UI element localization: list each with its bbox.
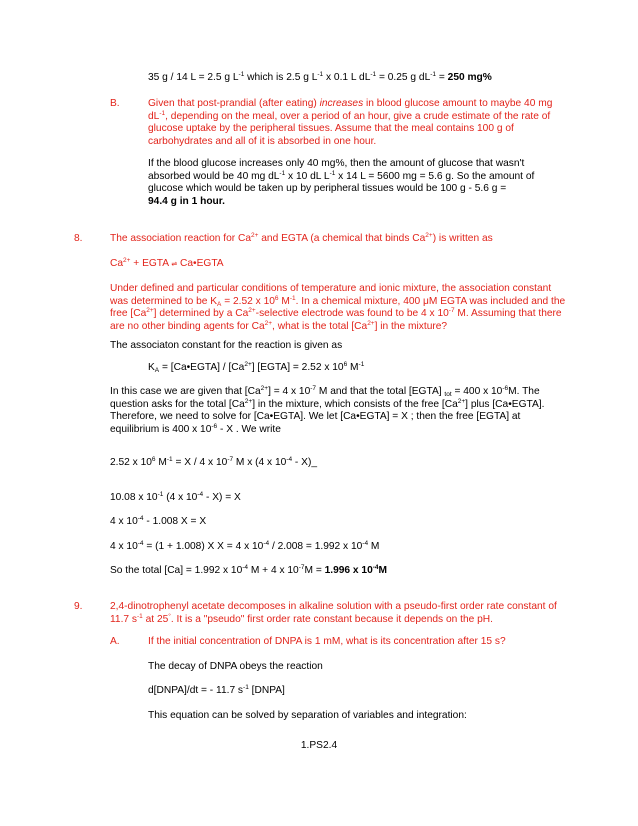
question-8-intro: The association reaction for $Ca^{2+}$ and EGTA (a chemical that binds $Ca^{2+}$) is written as xyxy=(110,232,493,244)
item-9a-question: If the initial concentration of DNPA is 1 mM, what is its concentration after 15 s? xyxy=(148,636,506,647)
solve-intro: This equation can be solved by separation of variables and integration: xyxy=(148,710,467,721)
question-9-intro: 2,4-dinotrophenyl acetate decomposes in alkaline solution with a pseudo-first order rate constant of 11.7 $s^{-1}$ at 25°. It is a "pseudo" first order rate constant because it depends on the pH. xyxy=(110,601,557,625)
association-constant-intro: The associaton constant for the reaction is given as xyxy=(110,340,343,351)
rate-equation: d[DNPA]/dt = - 11.7 $s^{-1}$ [DNPA] xyxy=(148,684,285,696)
item-9a-label: A. xyxy=(110,636,120,647)
question-9-number: 9. xyxy=(74,601,83,612)
decay-intro: The decay of DNPA obeys the reaction xyxy=(148,661,323,672)
equation-step-4: 4 x $10^{-4} = (1 + 1.008)$ X X = 4 x $10^{-4} / 2.008 = 1.992$ x $10^{-4}$ M xyxy=(110,540,380,552)
item-b-question: Given that post-prandial (after eating) increases in blood glucose amount to maybe 40 mg $dL^{-1}$, depending on the meal, over a period of an hour, give a crude estimate of the rate of glucose uptake by the peripheral tissues. Assume that the meal contains 100 g of carbohydrates and all of it is absorbed in one hour. xyxy=(148,98,553,147)
equilibrium-arrow-icon: ⇌ xyxy=(171,261,178,268)
item-b-label: B. xyxy=(110,98,120,109)
page-footer: 1.PS2.4 xyxy=(300,740,338,751)
question-8-reaction: $Ca^{2+}$ + EGTA ⇌ Ca•EGTA xyxy=(110,257,224,269)
question-8-problem: Under defined and particular conditions of temperature and ionic mixture, the association constant was determined to be $K_A = 2.52$ x $10^6$ $M^{-1}$. In a chemical mixture, 400 μM EGTA was included and the free $[Ca^{2+}]$ determined by a $Ca^{2+}$-selective electrode was found to be 4 x $10^{-7}$ M. Assuming that there are no other binding agents for $Ca^{2+}$, what is the total $[Ca^{2+}]$ in the mixture? xyxy=(110,283,566,332)
total-calcium-result: So the total [Ca] = 1.992 x $10^{-4}$ M + 4 x $10^{-7}M = 1.996$ x $10^{-4}M$ xyxy=(110,564,388,576)
item-b-answer: If the blood glucose increases only 40 mg%, then the amount of glucose that wasn't absorbed would be 40 mg $dL^{-1}$ x 10 dL $L^{-1}$ x 14 L = 5600 mg = 5.6 g. So the amount of glucose which would be taken up by peripheral tissues would be 100 g - 5.6 g = 94.4 g in 1 hour. xyxy=(148,158,535,207)
question-8-setup: In this case we are given that $[Ca^{2+}] = 4$ x $10^{-7}$ M and that the total [EGTA] $_{tot}$ = 400 x $10^{-6}M$. The question asks for the total $[Ca^{2+}]$ in the mixture, which consists of the free $[Ca^{2+}]$ plus [Ca•EGTA]. Therefore, we need to solve for [Ca•EGTA]. We let [Ca•EGTA] = X ; then the free [EGTA] at equilibrium is 400 x $10^{-6}$ - X . We write xyxy=(110,385,545,435)
degree-symbol: ° xyxy=(168,612,171,620)
association-constant-equation: $K_A$ = [Ca•EGTA] / $[Ca^{2+}]$ [EGTA] = 2.52 x $10^6$ $M^{-1}$ xyxy=(148,361,365,374)
question-8-number: 8. xyxy=(74,233,83,244)
equation-step-1: 2.52 x $10^6$ $M^{-1} = X / 4$ x $10^{-7}$ M x (4 x $10^{-4}$ - X)_ xyxy=(110,456,318,468)
equation-step-2: 10.08 x $10^{-1}$ (4 x $10^{-4} - X) = X$ xyxy=(110,491,241,503)
glucose-concentration-line: 35 g / 14 L = 2.5 g $L^{-1}$ which is 2.5 g $L^{-1}$ x 0.1 L $dL^{-1} = 0.25$ g $dL^{-1} = 250$ mg% xyxy=(148,71,492,83)
equation-step-3: 4 x $10^{-4} - 1.008$ X = X xyxy=(110,515,207,527)
